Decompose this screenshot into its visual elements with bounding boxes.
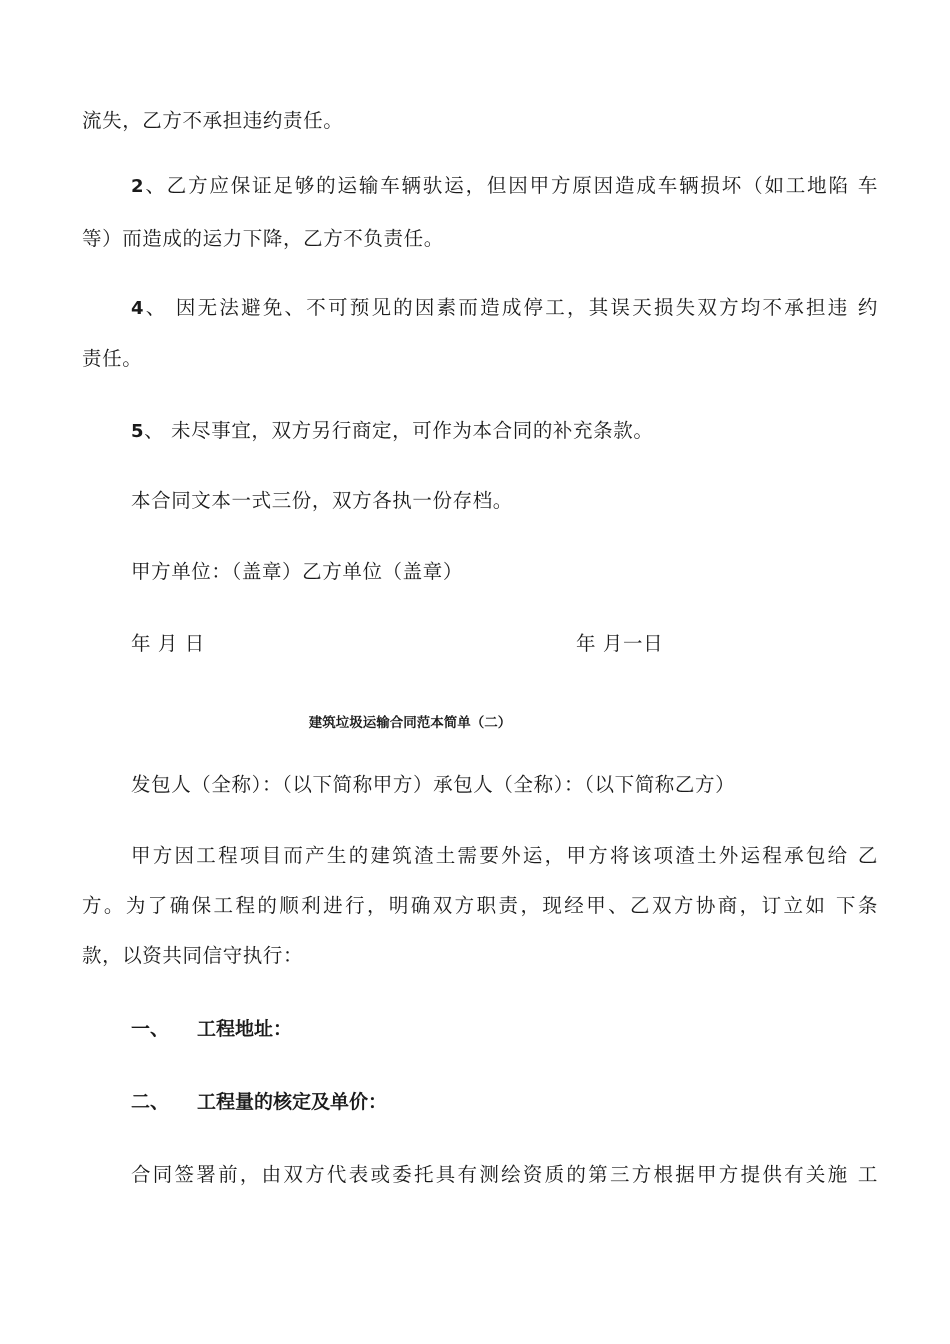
heading-quantity-price <box>131 1089 387 1115</box>
heading-text: 工程地址： <box>197 1018 293 1040</box>
clause-4-line-1 <box>131 295 878 322</box>
clause-5-line-1 <box>131 418 878 445</box>
intro-line-3: 款，以资共同信守执行： <box>82 944 304 967</box>
section-title: 建筑垃圾运输合同范本简单（二） <box>308 715 512 731</box>
clause-text: 、 因无法避免、不可预见的因素而造成停工，其误天损失双方均不承担违 约 <box>144 296 878 319</box>
date-left: 年 月 日 <box>131 632 205 655</box>
paragraph-line: 合同签署前，由双方代表或委托具有测绘资质的第三方根据甲方提供有关施 工 <box>131 1163 878 1186</box>
clause-number: 5 <box>131 421 145 442</box>
clause-4-line-2: 责任。 <box>82 347 143 370</box>
paragraph-line: 流失，乙方不承担违约责任。 <box>82 109 344 132</box>
heading-number: 二、 <box>131 1091 170 1113</box>
heading-project-address <box>131 1016 292 1042</box>
parties-seal-line: 甲方单位：（盖章）乙方单位（盖章） <box>131 560 463 583</box>
clause-number: 4 <box>131 298 145 319</box>
date-right: 年 月一日 <box>576 632 664 655</box>
heading-number: 一、 <box>131 1018 170 1040</box>
copies-statement: 本合同文本一式三份，双方各执一份存档。 <box>131 489 513 512</box>
heading-text: 工程量的核定及单价： <box>197 1091 388 1113</box>
intro-line-1: 甲方因工程项目而产生的建筑渣土需要外运，甲方将该项渣土外运程承包给 乙 <box>131 844 878 867</box>
clause-2-line-1 <box>131 173 878 200</box>
intro-line-2: 方。为了确保工程的顺利进行，明确双方职责，现经甲、乙双方协商，订立如 下条 <box>82 894 878 917</box>
clause-number: 2 <box>131 176 145 197</box>
clause-text: 、 未尽事宜，双方另行商定，可作为本合同的补充条款。 <box>144 419 654 442</box>
contractor-line: 发包人（全称）：（以下简称甲方）承包人（全称）：（以下简称乙方） <box>131 773 736 796</box>
clause-text: 、乙方应保证足够的运输车辆驮运，但因甲方原因造成车辆损坏（如工地陷 车 <box>144 174 878 197</box>
clause-2-line-2: 等）而造成的运力下降，乙方不负责任。 <box>82 227 444 250</box>
